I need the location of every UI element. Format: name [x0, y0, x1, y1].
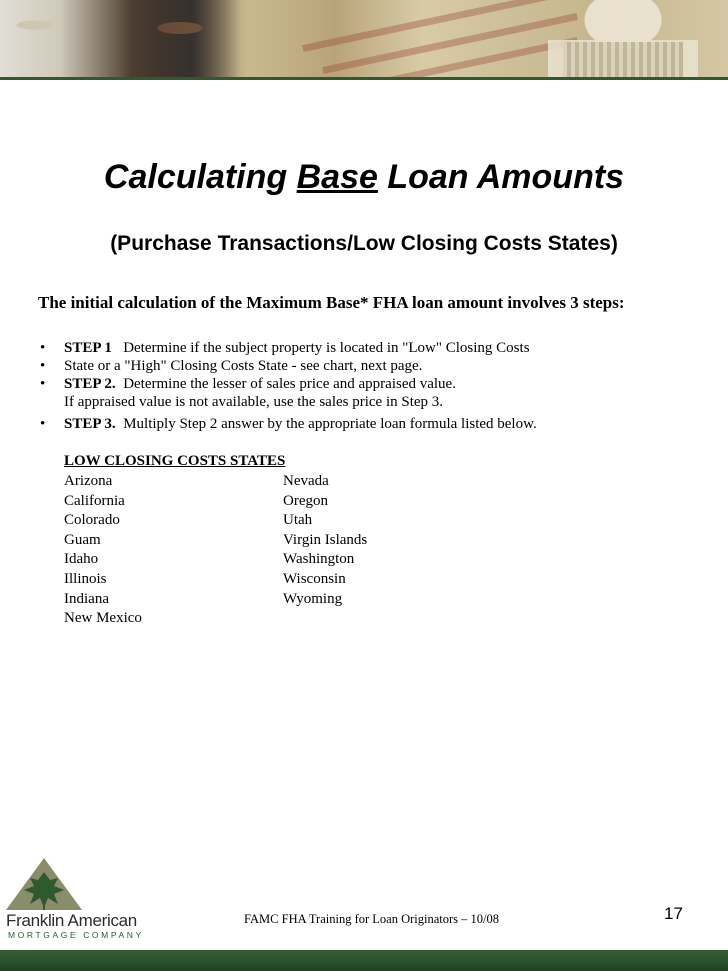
intro-text: The initial calculation of the Maximum Base* FHA loan amount involves 3 steps:	[38, 293, 625, 312]
footer-text: FAMC FHA Training for Loan Originators – 10/08	[244, 912, 499, 926]
step-label: STEP 1	[64, 340, 112, 356]
bullet: •	[40, 340, 46, 356]
states-column-right	[283, 472, 367, 609]
states-heading: LOW CLOSING COSTS STATES	[64, 453, 286, 469]
state-name: Illinois	[64, 570, 107, 587]
state-name: Colorado	[64, 512, 120, 529]
bullet: •	[40, 358, 46, 374]
step-text: Multiply Step 2 answer by the appropriate loan formula listed below.	[123, 416, 537, 432]
state-name: Virgin Islands	[283, 531, 368, 548]
title-part-3: Loan Amounts	[387, 158, 625, 196]
logo-company-subtitle: MORTGAGE COMPANY	[8, 930, 144, 940]
step-text: Determine the lesser of sales price and appraised value.	[123, 376, 456, 392]
slide-title	[0, 158, 728, 197]
step-item	[40, 375, 700, 411]
state-name: Oregon	[283, 492, 328, 509]
state-name: Nevada	[283, 473, 329, 489]
header-banner-image	[0, 0, 728, 77]
step-item	[40, 357, 700, 375]
state-name: Arizona	[64, 473, 113, 489]
logo-company-name: Franklin American	[6, 911, 137, 930]
state-name: Utah	[283, 512, 313, 529]
step-item	[40, 415, 700, 433]
state-name: Wisconsin	[283, 570, 346, 587]
banner-capitol-columns	[563, 42, 683, 77]
title-part-1: Calculating	[103, 158, 288, 196]
step-text-continued: If appraised value is not available, use the sales price in Step 3.	[64, 394, 444, 410]
state-name: Wyoming	[283, 590, 343, 607]
page-number: 17	[664, 904, 683, 923]
title-part-2: Base	[296, 158, 378, 196]
step-label: STEP 3.	[64, 416, 116, 432]
steps-list	[40, 339, 700, 433]
step-label: STEP 2.	[64, 376, 116, 392]
states-column-left	[64, 472, 142, 629]
state-name: Guam	[64, 531, 101, 548]
banner-people-photo	[0, 0, 240, 77]
step-text: Determine if the subject property is located in "Low" Closing Costs	[123, 340, 530, 356]
state-name: Idaho	[64, 551, 99, 568]
state-name: California	[64, 492, 125, 509]
bullet: •	[40, 376, 46, 392]
state-name: New Mexico	[64, 610, 142, 627]
step-text: State or a "High" Closing Costs State - see chart, next page.	[64, 358, 423, 374]
state-name: Washington	[283, 551, 355, 568]
bullet: •	[40, 416, 46, 432]
banner-divider	[0, 77, 728, 80]
step-item	[40, 339, 700, 357]
state-name: Indiana	[64, 590, 109, 607]
slide-subtitle: (Purchase Transactions/Low Closing Costs States)	[110, 232, 618, 255]
footer-bar	[0, 950, 728, 971]
